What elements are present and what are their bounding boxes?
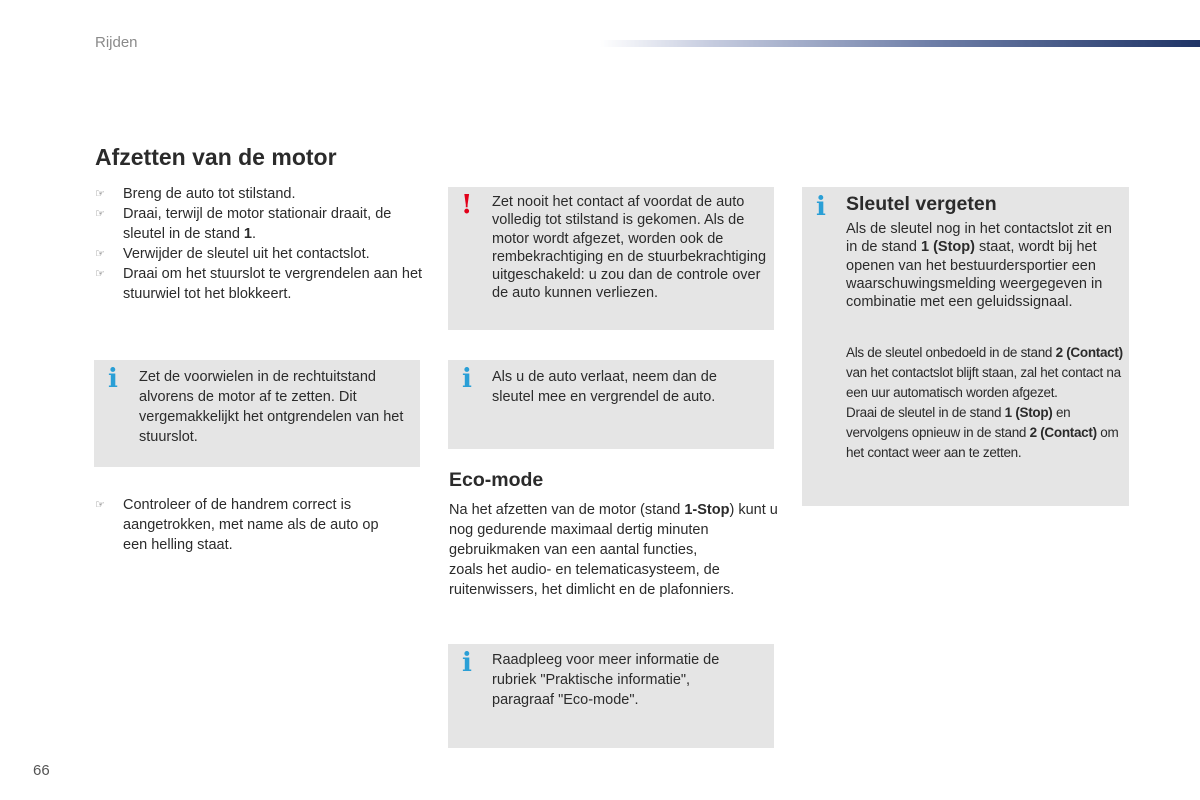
- pointing-hand-icon: ☞: [95, 208, 105, 220]
- info-box-wheels: [94, 360, 420, 467]
- forgotten-key-text-2: Als de sleutel onbedoeld in de stand 2 (Contact) van het contactslot blijft staan, zal het contact na een uur automatisch worden afgezet. Draai de sleutel in de stand 1 (Stop) en vervolgens opnieuw in de stand 2 (Contact) om het contact weer aan te zetten.: [846, 345, 1123, 460]
- pointing-hand-icon: ☞: [95, 268, 105, 280]
- list-item: ☞ Breng de auto tot stilstand.: [95, 186, 296, 202]
- page-title: Afzetten van de motor: [95, 144, 337, 170]
- warning-box: [448, 187, 774, 330]
- list-item: ☞ Controleer of de handrem correct is aangetrokken, met name als de auto op een helling staat.: [95, 497, 379, 553]
- forgotten-key-title: Sleutel vergeten: [846, 193, 997, 215]
- info-icon: i: [816, 192, 826, 222]
- pointing-hand-icon: ☞: [95, 499, 105, 511]
- header-gradient-bar: [600, 40, 1200, 47]
- info-text: Raadpleeg voor meer informatie de rubriek "Praktische informatie", paragraaf "Eco-mode".: [492, 652, 720, 708]
- info-text: Zet de voorwielen in de rechtuitstand alvorens de motor af te zetten. Dit vergemakkelijkt het ontgrendelen van het stuurslot.: [139, 369, 404, 445]
- list-item: ☞ Draai om het stuurslot te vergrendelen aan het stuurwiel tot het blokkeert.: [95, 266, 423, 302]
- info-icon: i: [108, 364, 118, 394]
- eco-mode-text: Na het afzetten van de motor (stand 1-Stop) kunt u nog gedurende maximaal dertig minuten gebruikmaken van een aantal functies, zoals het audio- en telematicasysteem, de ruitenwissers, het dimlicht en de plafonniers.: [449, 502, 778, 598]
- forgotten-key-text-1: Als de sleutel nog in het contactslot zit en in de stand 1 (Stop) staat, wordt bij het openen van het bestuurdersportier een waarschuwingsmelding weergegeven in combinatie met een geluidssignaal.: [846, 221, 1112, 311]
- section-label: Rijden: [95, 34, 138, 51]
- info-icon: i: [462, 364, 472, 394]
- list-item: ☞ Verwijder de sleutel uit het contactslot.: [95, 246, 370, 262]
- eco-mode-title: Eco-mode: [449, 469, 544, 491]
- list-item: ☞ Draai, terwijl de motor stationair draait, de sleutel in de stand 1.: [95, 206, 392, 242]
- warning-text: Zet nooit het contact af voordat de auto volledig tot stilstand is gekomen. Als de motor wordt afgezet, worden ook de rembekrachtiging en de stuurbekrachtiging uitgeschakeld: u zou dan de controle over de auto kunnen verliezen.: [492, 194, 767, 302]
- info-box-eco: [448, 644, 774, 748]
- info-text: Als u de auto verlaat, neem dan de sleutel mee en vergrendel de auto.: [492, 369, 717, 405]
- forgotten-key-box: [802, 187, 1129, 506]
- steps-list: [95, 184, 425, 304]
- warning-icon: !: [461, 190, 473, 220]
- handbrake-list: [95, 495, 405, 555]
- pointing-hand-icon: ☞: [95, 188, 105, 200]
- pointing-hand-icon: ☞: [95, 248, 105, 260]
- info-box-key: [448, 360, 774, 449]
- info-icon: i: [462, 648, 472, 678]
- page-number: 66: [33, 762, 50, 779]
